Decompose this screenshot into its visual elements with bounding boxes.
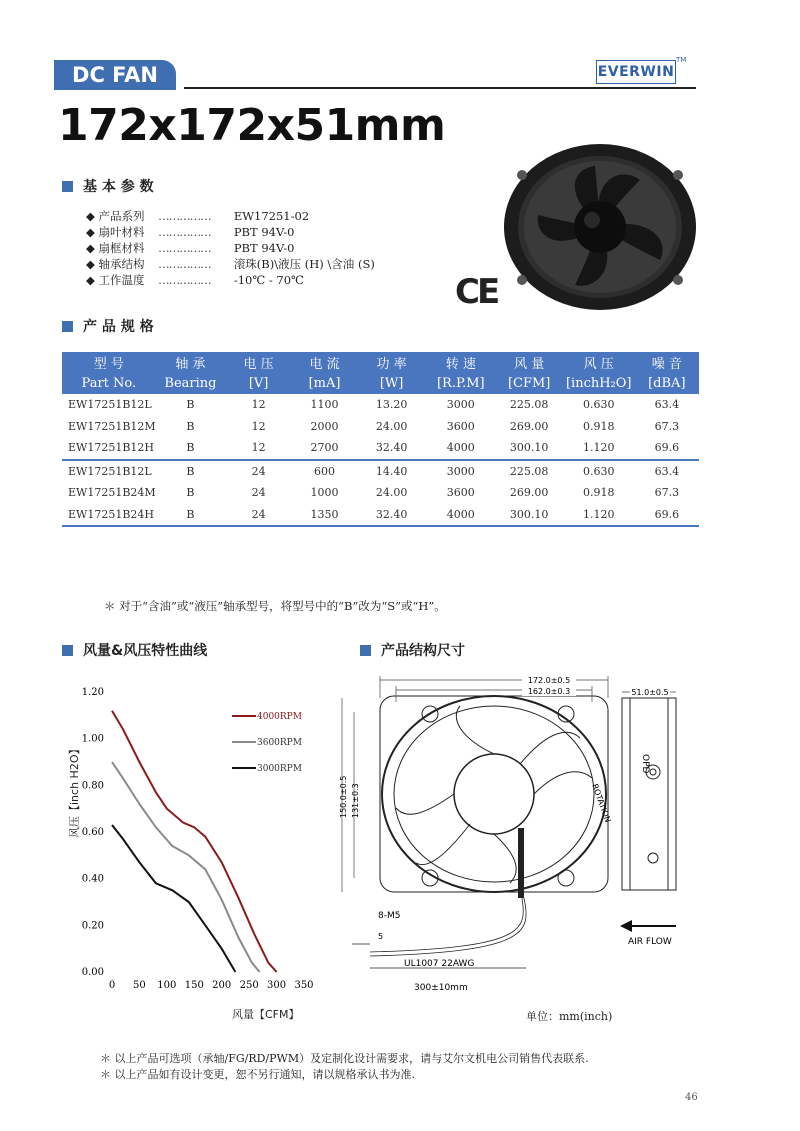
dim-131: 131±0.3 <box>351 783 360 818</box>
table-row: EW17251B24M B 24 1000 24.00 3600 269.00 0.918 67.3 <box>68 486 680 500</box>
y-tick-label: 0.20 <box>81 920 104 932</box>
section-dimension: 产品结构尺寸 <box>360 640 465 660</box>
y-tick-label: 0.80 <box>81 780 104 792</box>
everwin-logo: EVERWIN <box>596 60 676 84</box>
chart-ylabel-box <box>62 730 92 840</box>
legend-label: 4000RPM <box>257 712 302 722</box>
x-tick-label: 300 <box>267 980 287 991</box>
y-tick-label: 0.00 <box>81 967 104 978</box>
dc-fan-badge: DC FAN <box>54 60 176 90</box>
dim-150: 150.0±0.5 <box>339 775 348 818</box>
chart-ylabel: 风压【inch H2O】 <box>68 743 81 838</box>
airflow-arrow-icon <box>620 920 632 932</box>
section-spec: 产 品 规 格 <box>62 316 154 336</box>
x-tick-label: 200 <box>212 980 232 991</box>
section-basic-params: 基 本 参 数 <box>62 176 154 196</box>
dim-162: 162.0±0.3 <box>527 687 571 696</box>
footer-note-2: ＊ 以上产品如有设计变更，恕不另行通知，请以规格承认书为准. <box>100 1068 415 1081</box>
section-marker-icon <box>62 645 73 656</box>
header-rule <box>184 87 696 89</box>
param-row: ◆ 扇框材料 …………… PBT 94V-0 <box>86 241 295 255</box>
y-tick-label: 0.60 <box>81 827 104 838</box>
x-tick-label: 0 <box>108 980 116 991</box>
dim-51: 51.0±0.5 <box>631 688 669 697</box>
section-curve: 风量&风压特性曲线 <box>62 640 207 660</box>
chart-xlabel: 风量【CFM】 <box>232 1008 300 1021</box>
param-row: ◆ 扇叶材料 …………… PBT 94V-0 <box>86 225 295 239</box>
x-tick-label: 100 <box>157 980 177 991</box>
dimension-drawing <box>330 668 700 1013</box>
fan-photo <box>500 140 700 315</box>
y-tick-label: 0.40 <box>81 873 104 885</box>
param-row: ◆ 工作温度 …………… -10℃ - 70℃ <box>86 273 304 287</box>
series-line-4000RPM <box>112 711 277 972</box>
param-row: ◆ 轴承结构 …………… 滚珠(B)\液压 (H) \含油 (S) <box>86 257 375 271</box>
trademark-mark: TM <box>676 56 687 64</box>
x-tick-label: 50 <box>133 980 146 991</box>
table-row: EW17251B12M B 12 2000 24.00 3600 269.00 0.918 67.3 <box>68 419 680 433</box>
legend-label: 3600RPM <box>257 738 302 748</box>
legend-label: 3000RPM <box>257 764 302 774</box>
spec-table <box>62 352 699 527</box>
table-row: EW17251B24H B 24 1350 32.40 4000 300.10 1.120 69.6 <box>62 504 699 527</box>
param-row: ◆ 产品系列 …………… EW17251-02 <box>86 209 310 223</box>
table-header-cn: 型 号 轴 承 电 压 电 流 功 率 转 速 风 量 风 压 噪 音 <box>62 352 699 373</box>
table-row: EW17251B12L B 12 1100 13.20 3000 225.08 0.630 63.4 <box>68 398 680 412</box>
section-marker-icon <box>360 645 371 656</box>
table-row: EW17251B12L B 24 600 14.40 3000 225.08 0.630 63.4 <box>62 460 699 483</box>
x-tick-label: 350 <box>294 980 314 991</box>
wire-offset-label: 5 <box>378 932 384 941</box>
table-row: EW17251B12H B 12 2700 32.40 4000 300.10 1.120 69.6 <box>68 441 680 455</box>
screw-label: 8-M5 <box>378 911 401 921</box>
y-tick-label: 1.20 <box>81 687 104 698</box>
dim-172: 172.0±0.5 <box>527 676 571 685</box>
series-line-3600RPM <box>112 762 260 972</box>
page-title: 172x172x51mm <box>58 100 446 151</box>
x-tick-label: 150 <box>184 980 204 991</box>
section-marker-icon <box>62 181 73 192</box>
bearing-note: ＊ 对于“含油”或“液压”轴承型号，将型号中的“B”改为“S”或“H”。 <box>104 599 446 613</box>
airflow-label: AIR FLOW <box>628 937 672 947</box>
pq-curve-chart <box>60 676 330 1026</box>
wire-length-label: 300±10mm <box>414 983 468 993</box>
table-header-en: Part No. Bearing [V] [mA] [W] [R.P.M] [CFM] [inchH₂O] [dBA] <box>62 373 699 394</box>
side-label: OPD <box>640 754 650 774</box>
page-number: 46 <box>685 1092 698 1103</box>
wire-spec-label: UL1007 22AWG <box>404 959 475 969</box>
x-tick-label: 250 <box>239 980 259 991</box>
ce-mark: CE <box>455 272 498 312</box>
y-tick-label: 1.00 <box>81 733 104 745</box>
footer-note-1: ＊ 以上产品可选项（承轴/FG/RD/PWM）及定制化设计需要求，请与艾尔文机电公司销售代表联系. <box>100 1052 589 1065</box>
section-marker-icon <box>62 321 73 332</box>
rotation-label: ROTATION <box>590 782 613 824</box>
unit-label: 单位：mm(inch) <box>526 1010 613 1023</box>
